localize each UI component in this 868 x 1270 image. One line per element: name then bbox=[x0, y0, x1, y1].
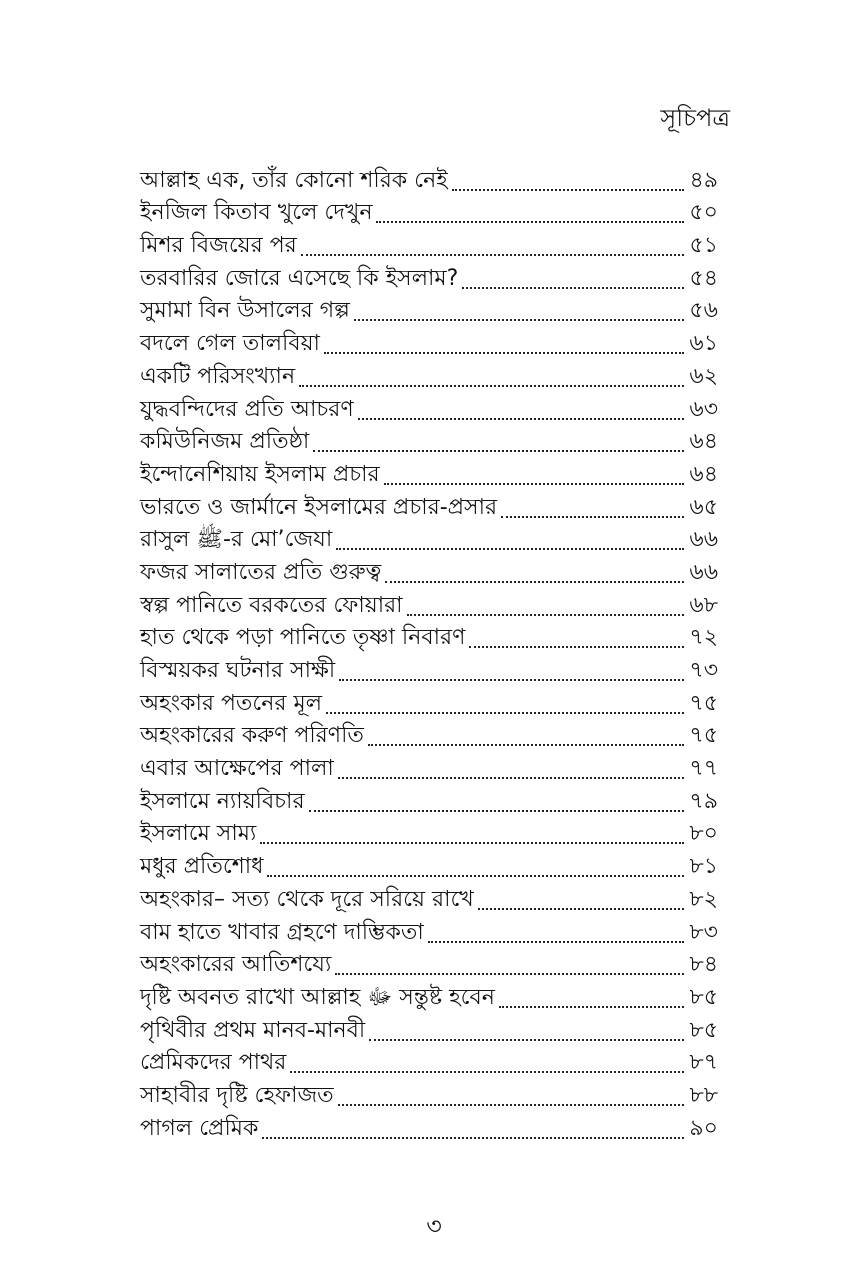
toc-entry-page: ৫১ bbox=[689, 233, 718, 259]
toc-entry bbox=[140, 652, 718, 685]
toc-entry bbox=[140, 881, 718, 914]
toc-entry-title: অহংকার– সত্য থেকে দূরে সরিয়ে রাখে bbox=[140, 886, 474, 912]
toc-entry-title: অহংকারের আতিশয্যে bbox=[140, 952, 332, 978]
dot-leader bbox=[499, 1006, 684, 1008]
toc-entry bbox=[140, 783, 718, 816]
toc-entry-page: ৫৪ bbox=[689, 265, 718, 291]
toc-entry bbox=[140, 1012, 718, 1045]
toc-entry-page: ৬৬ bbox=[689, 559, 718, 585]
toc-entry-title: প্রেমিকদের পাথর bbox=[140, 1050, 287, 1076]
table-of-contents bbox=[140, 162, 718, 1143]
toc-entry-page: ৮৫ bbox=[689, 1017, 718, 1043]
toc-entry bbox=[140, 685, 718, 718]
toc-entry bbox=[140, 227, 718, 260]
dot-leader bbox=[336, 548, 684, 550]
dot-leader bbox=[354, 319, 684, 321]
toc-entry bbox=[140, 358, 718, 391]
dot-leader bbox=[428, 941, 684, 943]
toc-entry-title: ফজর সালাতের প্রতি গুরুত্ব bbox=[140, 559, 382, 585]
toc-entry-title: অহংকার পতনের মূল bbox=[140, 690, 323, 716]
toc-entry-page: ৮৮ bbox=[689, 1082, 718, 1108]
toc-entry bbox=[140, 718, 718, 751]
toc-entry bbox=[140, 522, 718, 555]
dot-leader bbox=[469, 646, 684, 648]
toc-entry-title: হাত থেকে পড়া পানিতে তৃষ্ণা নিবারণ bbox=[140, 625, 466, 651]
toc-entry-page: ৯০ bbox=[689, 1115, 718, 1141]
toc-entry-page: ৬৪ bbox=[689, 429, 718, 455]
toc-entry-page: ৭৫ bbox=[689, 723, 718, 749]
dot-leader bbox=[462, 287, 684, 289]
toc-entry bbox=[140, 587, 718, 620]
dot-leader bbox=[385, 581, 684, 583]
toc-entry bbox=[140, 195, 718, 228]
toc-entry-title: ইসলামে ন্যায়বিচার bbox=[140, 788, 305, 814]
toc-entry-title: এবার আক্ষেপের পালা bbox=[140, 756, 334, 782]
dot-leader bbox=[324, 352, 684, 354]
toc-entry-page: ৮৭ bbox=[689, 1050, 718, 1076]
toc-entry-title: তরবারির জোরে এসেছে কি ইসলাম? bbox=[140, 265, 459, 291]
toc-entry bbox=[140, 947, 718, 980]
toc-entry-page: ৭৩ bbox=[689, 658, 718, 683]
toc-entry bbox=[140, 750, 718, 783]
toc-entry-page: ৮১ bbox=[689, 854, 718, 880]
dot-leader bbox=[452, 189, 684, 191]
toc-entry-title: বিস্ময়কর ঘটনার সাক্ষী bbox=[140, 658, 336, 683]
toc-entry-page: ৮৩ bbox=[689, 919, 718, 945]
toc-entry bbox=[140, 260, 718, 293]
toc-entry-page: ৬৬ bbox=[689, 527, 718, 553]
toc-entry bbox=[140, 162, 718, 195]
toc-entry-page: ৭৭ bbox=[689, 756, 718, 782]
toc-entry bbox=[140, 1045, 718, 1078]
toc-entry-page: ৬৫ bbox=[689, 494, 718, 520]
dot-leader bbox=[326, 712, 684, 714]
toc-entry-title: ইন্দোনেশিয়ায় ইসলাম প্রচার bbox=[140, 461, 380, 487]
dot-leader bbox=[369, 1039, 684, 1041]
page-number: ৩ bbox=[426, 1212, 442, 1240]
dot-leader bbox=[407, 614, 684, 616]
dot-leader bbox=[338, 777, 684, 779]
toc-entry bbox=[140, 554, 718, 587]
dot-leader bbox=[358, 418, 684, 420]
toc-entry bbox=[140, 979, 718, 1012]
dot-leader bbox=[339, 679, 684, 681]
toc-entry-page: ৬৮ bbox=[689, 592, 718, 618]
toc-entry-title: মধুর প্রতিশোধ bbox=[140, 854, 264, 880]
dot-leader bbox=[478, 908, 684, 910]
toc-entry-page: ৬৪ bbox=[689, 461, 718, 487]
dot-leader bbox=[384, 483, 684, 485]
dot-leader bbox=[368, 744, 684, 746]
toc-entry-page: ৭২ bbox=[689, 625, 718, 651]
toc-entry bbox=[140, 848, 718, 881]
toc-entry bbox=[140, 816, 718, 849]
dot-leader bbox=[313, 450, 684, 452]
toc-entry-title: রাসুল ﷺ-র মো’জেযা bbox=[140, 527, 333, 553]
dot-leader bbox=[338, 1104, 684, 1106]
page-heading: সূচিপত্র bbox=[660, 104, 730, 132]
toc-entry bbox=[140, 620, 718, 653]
toc-entry-title: পাগল প্রেমিক bbox=[140, 1115, 259, 1141]
toc-entry bbox=[140, 456, 718, 489]
toc-entry-title: কমিউনিজম প্রতিষ্ঠা bbox=[140, 429, 310, 455]
toc-entry-page: ৬৩ bbox=[689, 396, 718, 422]
toc-entry-title: ইসলামে সাম্য bbox=[140, 821, 257, 847]
toc-entry bbox=[140, 325, 718, 358]
toc-entry-title: স্বল্প পানিতে বরকতের ফোয়ারা bbox=[140, 592, 403, 618]
toc-entry-page: ৫০ bbox=[689, 200, 718, 226]
toc-entry bbox=[140, 489, 718, 522]
toc-entry bbox=[140, 914, 718, 947]
toc-entry-page: ৮৫ bbox=[689, 984, 718, 1010]
toc-entry-title: বাম হাতে খাবার গ্রহণে দাম্ভিকতা bbox=[140, 919, 424, 945]
toc-entry-title: বদলে গেল তালবিয়া bbox=[140, 331, 320, 357]
toc-entry-title: ইনজিল কিতাব খুলে দেখুন bbox=[140, 200, 373, 226]
toc-entry-page: ৮২ bbox=[689, 886, 718, 912]
toc-entry-page: ৮০ bbox=[689, 821, 718, 847]
dot-leader bbox=[267, 875, 684, 877]
toc-entry-title: একটি পরিসংখ্যান bbox=[140, 363, 296, 389]
toc-entry-title: দৃষ্টি অবনত রাখো আল্লাহ ﷻ সন্তুষ্ট হবেন bbox=[140, 984, 495, 1010]
dot-leader bbox=[262, 1137, 684, 1139]
toc-entry-title: অহংকারের করুণ পরিণতি bbox=[140, 723, 364, 749]
toc-entry bbox=[140, 424, 718, 457]
dot-leader bbox=[260, 842, 684, 844]
toc-entry-page: ৭৯ bbox=[689, 788, 718, 814]
dot-leader bbox=[299, 385, 684, 387]
toc-entry-title: যুদ্ধবন্দিদের প্রতি আচরণ bbox=[140, 396, 354, 422]
dot-leader bbox=[290, 1071, 684, 1073]
dot-leader bbox=[501, 516, 684, 518]
toc-entry-title: মিশর বিজয়ের পর bbox=[140, 233, 297, 259]
toc-entry-title: সাহাবীর দৃষ্টি হেফাজত bbox=[140, 1082, 334, 1108]
toc-entry bbox=[140, 391, 718, 424]
toc-entry-page: ৭৫ bbox=[689, 690, 718, 716]
toc-entry-page: ৪৯ bbox=[689, 167, 718, 193]
toc-entry-page: ৫৬ bbox=[689, 298, 718, 324]
toc-entry-page: ৮৪ bbox=[689, 952, 718, 978]
toc-entry-title: আল্লাহ এক, তাঁর কোনো শরিক নেই bbox=[140, 167, 448, 193]
dot-leader bbox=[309, 810, 684, 812]
dot-leader bbox=[335, 973, 684, 975]
toc-entry-page: ৬১ bbox=[689, 331, 718, 357]
toc-entry bbox=[140, 1077, 718, 1110]
toc-entry-title: ভারতে ও জার্মানে ইসলামের প্রচার-প্রসার bbox=[140, 494, 498, 520]
toc-entry-page: ৬২ bbox=[689, 363, 718, 389]
dot-leader bbox=[301, 254, 684, 256]
toc-entry-title: পৃথিবীর প্রথম মানব-মানবী bbox=[140, 1017, 366, 1043]
dot-leader bbox=[376, 221, 684, 223]
toc-entry bbox=[140, 1110, 718, 1143]
toc-entry-title: সুমামা বিন উসালের গল্প bbox=[140, 298, 350, 324]
toc-entry bbox=[140, 293, 718, 326]
